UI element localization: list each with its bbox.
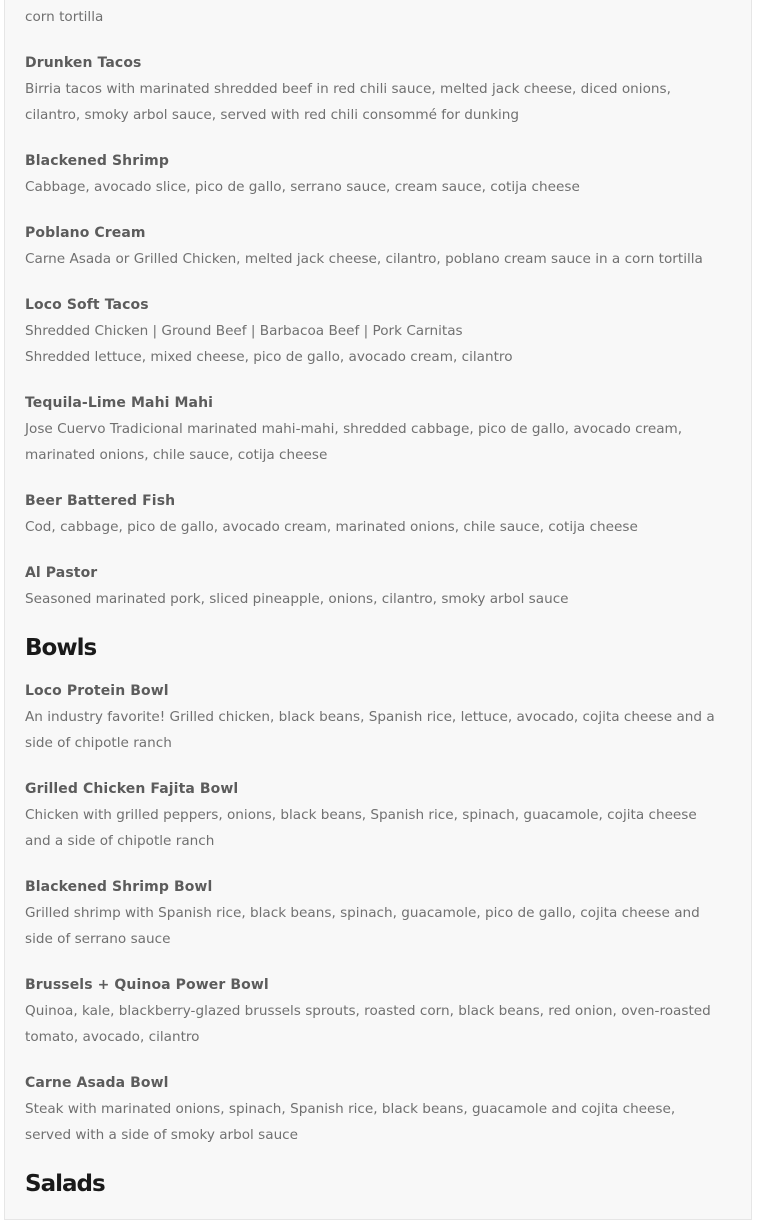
item-description-line: Jose Cuervo Tradicional marinated mahi-mahi, shredded cabbage, pico de gallo, avocado cream, bbox=[25, 421, 683, 437]
item-description-line: side of chipotle ranch bbox=[25, 735, 172, 751]
item-name: Loco Soft Tacos bbox=[25, 297, 149, 313]
item-name: Carne Asada Bowl bbox=[25, 1075, 169, 1091]
item-description-line bbox=[25, 0, 730, 4]
item-description-line: Chicken with grilled peppers, onions, black beans, Spanish rice, spinach, guacamole, cojita cheese bbox=[25, 807, 697, 823]
menu-item-partial bbox=[25, 0, 730, 30]
item-name: Loco Protein Bowl bbox=[25, 683, 169, 699]
menu-item bbox=[25, 1070, 730, 1148]
item-description-line: corn tortilla bbox=[25, 9, 104, 25]
item-description-line: Grilled shrimp with Spanish rice, black beans, spinach, guacamole, pico de gallo, cojita cheese and bbox=[25, 905, 700, 921]
item-description-line: Cod, cabbage, pico de gallo, avocado cream, marinated onions, chile sauce, cotija cheese bbox=[25, 519, 638, 535]
item-description-line: Shredded Chicken | Ground Beef | Barbacoa Beef | Pork Carnitas bbox=[25, 323, 463, 339]
item-description-line: Cabbage, avocado slice, pico de gallo, serrano sauce, cream sauce, cotija cheese bbox=[25, 179, 580, 195]
menu-item bbox=[25, 488, 730, 540]
item-name: Al Pastor bbox=[25, 565, 98, 581]
item-description-line: side of serrano sauce bbox=[25, 931, 171, 947]
item-description-line: Carne Asada or Grilled Chicken, melted jack cheese, cilantro, poblano cream sauce in a corn tortilla bbox=[25, 251, 703, 267]
menu-item bbox=[25, 220, 730, 272]
item-name: Tequila-Lime Mahi Mahi bbox=[25, 395, 214, 411]
item-description-line: tomato, avocado, cilantro bbox=[25, 1029, 200, 1045]
item-description-line: Birria tacos with marinated shredded beef in red chili sauce, melted jack cheese, diced onions, bbox=[25, 81, 671, 97]
item-description-line: An industry favorite! Grilled chicken, black beans, Spanish rice, lettuce, avocado, cojita cheese and a bbox=[25, 709, 715, 725]
menu-item bbox=[25, 390, 730, 468]
menu-item bbox=[25, 292, 730, 370]
menu-item bbox=[25, 148, 730, 200]
item-name: Brussels + Quinoa Power Bowl bbox=[25, 977, 269, 993]
section-title-bowls: Bowls bbox=[25, 635, 97, 661]
menu-item bbox=[25, 678, 730, 756]
item-name: Blackened Shrimp Bowl bbox=[25, 879, 213, 895]
item-name: Grilled Chicken Fajita Bowl bbox=[25, 781, 239, 797]
menu-content bbox=[25, 0, 730, 1214]
item-name: Drunken Tacos bbox=[25, 55, 142, 71]
menu-item bbox=[25, 50, 730, 128]
menu-item bbox=[25, 972, 730, 1050]
item-description-line: marinated onions, chile sauce, cotija cheese bbox=[25, 447, 328, 463]
item-name: Poblano Cream bbox=[25, 225, 146, 241]
menu-item bbox=[25, 776, 730, 854]
item-description-line: Quinoa, kale, blackberry-glazed brussels sprouts, roasted corn, black beans, red onion, oven-roasted bbox=[25, 1003, 711, 1019]
item-description-line: and a side of chipotle ranch bbox=[25, 833, 215, 849]
section-title-salads: Salads bbox=[25, 1171, 105, 1197]
item-description-line: Seasoned marinated pork, sliced pineapple, onions, cilantro, smoky arbol sauce bbox=[25, 591, 569, 607]
item-description-line: Shredded lettuce, mixed cheese, pico de gallo, avocado cream, cilantro bbox=[25, 349, 513, 365]
menu-item bbox=[25, 560, 730, 612]
menu-item bbox=[25, 874, 730, 952]
item-name: Beer Battered Fish bbox=[25, 493, 176, 509]
item-name: Blackened Shrimp bbox=[25, 153, 169, 169]
item-description-line: served with a side of smoky arbol sauce bbox=[25, 1127, 299, 1143]
item-description-line: Steak with marinated onions, spinach, Spanish rice, black beans, guacamole and cojita cheese, bbox=[25, 1101, 676, 1117]
item-description-line: cilantro, smoky arbol sauce, served with red chili consommé for dunking bbox=[25, 107, 520, 123]
